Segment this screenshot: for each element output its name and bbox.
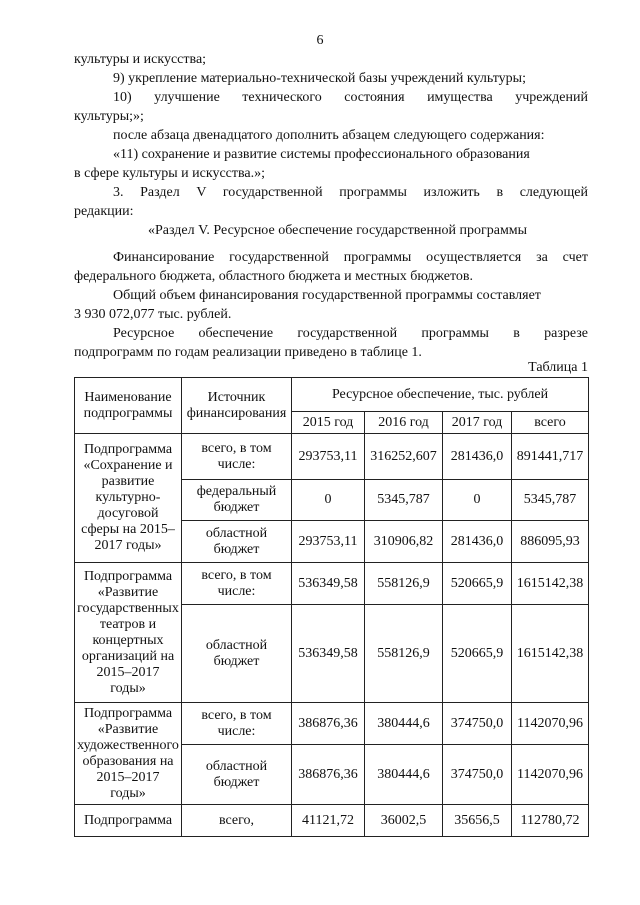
value-cell: 386876,36 (292, 703, 365, 745)
value-cell: 281436,0 (443, 521, 512, 563)
text-line-12: федерального бюджета, областного бюджета и местных бюджетов. (74, 269, 474, 284)
text-line-4: культуры;»; (74, 109, 144, 124)
source-cell: всего, в том числе: (182, 434, 292, 480)
source-cell: областной бюджет (182, 605, 292, 703)
text-line-15: Ресурсное обеспечение государственной программы в разрезе (113, 326, 588, 341)
value-cell: 316252,607 (365, 434, 443, 480)
value-cell: 558126,9 (365, 605, 443, 703)
table-row (75, 563, 589, 605)
table-row (75, 703, 589, 745)
value-cell: 386876,36 (292, 745, 365, 805)
value-cell: 891441,717 (512, 434, 589, 480)
source-cell: всего, в том числе: (182, 563, 292, 605)
source-cell: областной бюджет (182, 745, 292, 805)
header-resources: Ресурсное обеспечение, тыс. рублей (292, 378, 589, 412)
value-cell: 293753,11 (292, 521, 365, 563)
value-cell: 310906,82 (365, 521, 443, 563)
text-line-16b: подпрограмм по годам реализации приведено в таблице 1. (74, 345, 422, 360)
subprogram-name: Подпрограмма «Развитие государственных театров и концертных организаций на 2015–2017 годы» (75, 563, 182, 703)
text-line-6: «11) сохранение и развитие системы профессионального образования (113, 147, 530, 162)
value-cell: 1615142,38 (512, 605, 589, 703)
source-cell: всего, (182, 805, 292, 837)
value-cell: 112780,72 (512, 805, 589, 837)
text-line-9: редакции: (74, 204, 134, 219)
text-line-13: Общий объем финансирования государственной программы составляет (113, 288, 541, 303)
value-cell: 380444,6 (365, 745, 443, 805)
subprogram-name: Подпрограмма «Сохранение и развитие культурно-досуговой сферы на 2015–2017 годы» (75, 434, 182, 563)
text-line-1: культуры и искусства; (74, 52, 207, 67)
value-cell: 374750,0 (443, 703, 512, 745)
value-cell: 0 (292, 480, 365, 521)
source-cell: всего, в том числе: (182, 703, 292, 745)
header-2017: 2017 год (443, 412, 512, 434)
text-line-8: 3. Раздел V государственной программы изложить в следующей (113, 185, 588, 200)
text-line-2: 9) укрепление материально-технической базы учреждений культуры; (113, 71, 526, 86)
header-source: Источник финансирования (182, 378, 292, 434)
value-cell: 886095,93 (512, 521, 589, 563)
subprogram-name: Подпрограмма «Развитие художественного образования на 2015–2017 годы» (75, 703, 182, 805)
page-number: 6 (316, 33, 324, 48)
value-cell: 558126,9 (365, 563, 443, 605)
header-2016: 2016 год (365, 412, 443, 434)
source-cell: областной бюджет (182, 521, 292, 563)
value-cell: 380444,6 (365, 703, 443, 745)
value-cell: 374750,0 (443, 745, 512, 805)
value-cell: 1142070,96 (512, 745, 589, 805)
source-cell: федеральный бюджет (182, 480, 292, 521)
value-cell: 5345,787 (365, 480, 443, 521)
value-cell: 35656,5 (443, 805, 512, 837)
resource-table (74, 377, 589, 837)
value-cell: 36002,5 (365, 805, 443, 837)
value-cell: 5345,787 (512, 480, 589, 521)
subprogram-name: Подпрограмма (75, 805, 182, 837)
header-2015: 2015 год (292, 412, 365, 434)
value-cell: 0 (443, 480, 512, 521)
value-cell: 520665,9 (443, 563, 512, 605)
table-row (75, 434, 589, 480)
header-total: всего (512, 412, 589, 434)
value-cell: 41121,72 (292, 805, 365, 837)
table-row (75, 805, 589, 837)
table-caption: Таблица 1 (528, 360, 588, 375)
value-cell: 1615142,38 (512, 563, 589, 605)
header-name: Наименование подпрограммы (75, 378, 182, 434)
value-cell: 536349,58 (292, 605, 365, 703)
section-heading: «Раздел V. Ресурсное обеспечение государственной программы (148, 223, 528, 238)
value-cell: 1142070,96 (512, 703, 589, 745)
text-line-3: 10) улучшение технического состояния имущества учреждений (113, 90, 588, 105)
text-line-5: после абзаца двенадцатого дополнить абзацем следующего содержания: (113, 128, 545, 143)
value-cell: 536349,58 (292, 563, 365, 605)
text-line-7: в сфере культуры и искусства.»; (74, 166, 266, 181)
value-cell: 281436,0 (443, 434, 512, 480)
value-cell: 293753,11 (292, 434, 365, 480)
text-line-11: Финансирование государственной программы осуществляется за счет (113, 250, 588, 265)
value-cell: 520665,9 (443, 605, 512, 703)
text-line-14: 3 930 072,077 тыс. рублей. (74, 307, 232, 322)
